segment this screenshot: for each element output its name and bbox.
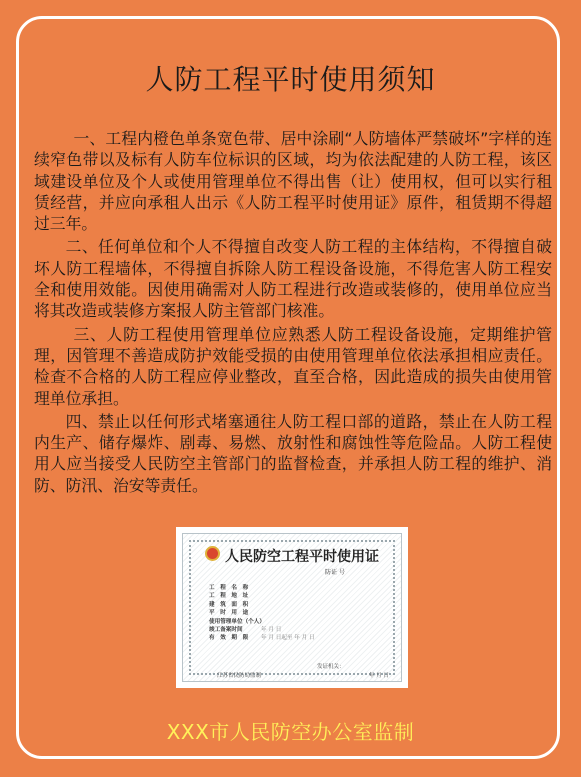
supervisor-credit: XXX市人民防空办公室监制 [166,720,415,744]
certificate-title: 人民防空工程平时使用证 [225,549,379,565]
paragraph-3: 三、人防工程使用管理单位应熟悉人防工程设备设施，定期维护管理，因管理不善造成防护效能受损的由使用管理单位依法承担相应责任。检查不合格的人防工程应停业整改，直至合格，因此造成的损失由使用管理单位承担。 [34,324,552,408]
certificate-field: 工 程 地 址 [209,593,249,600]
certificate-field: 建 筑 面 积 [209,601,249,608]
paragraph-4: 四、禁止以任何形式堵塞通往人防工程口部的道路，禁止在人防工程内生产、储存爆炸、剧毒、易燃、放射性和腐蚀性等危险品。人防工程使用人应当接受人民防空主管部门的监督检查，并承担人防工程的维护、消防、防汛、治安等责任。 [34,411,552,495]
certificate-image [176,527,408,688]
civil-defense-emblem-icon [205,546,220,561]
certificate-field: 有 效 期 限 年 月 日起至 年 月 日 [209,635,315,642]
certificate-card [182,533,402,682]
certificate-issuer: 发证机关： [317,664,345,670]
certificate-field: 工 程 名 称 [209,585,249,591]
notice-title: 人防工程平时使用须知 [145,63,436,96]
certificate-field: 平 时 用 途 [209,610,249,617]
certificate-number: 防证 号 [325,569,345,576]
certificate-field: 竣工备案时间 年 月 日 [209,627,282,634]
certificate-footer: 江苏省民防局监制 [217,673,262,679]
paragraph-2: 二、任何单位和个人不得擅自改变人防工程的主体结构，不得擅自破坏人防工程墙体，不得擅自拆除人防工程设备设施，不得危害人防工程安全和使用效能。因使用确需对人防工程进行改造或装修的，使用单位应当将其改造或装修方案报人防主管部门核准。 [34,237,552,321]
paragraph-1: 一、工程内橙色单条宽色带、居中涂刷“人防墙体严禁破坏”字样的连续窄色带以及标有人防车位标识的区域，均为依法配建的人防工程，该区域建设单位及个人或使用管理单位不得出售（让）使用权，但可以实行租赁经营，并应向承租人出示《人防工程平时使用证》原件，租赁期不得超过三年。 [34,129,552,234]
certificate-date: 年 月 日 [369,673,389,679]
certificate-fields [209,584,399,643]
certificate-field: 使用管理单位（个人） [209,618,265,625]
notice-body [34,128,552,496]
